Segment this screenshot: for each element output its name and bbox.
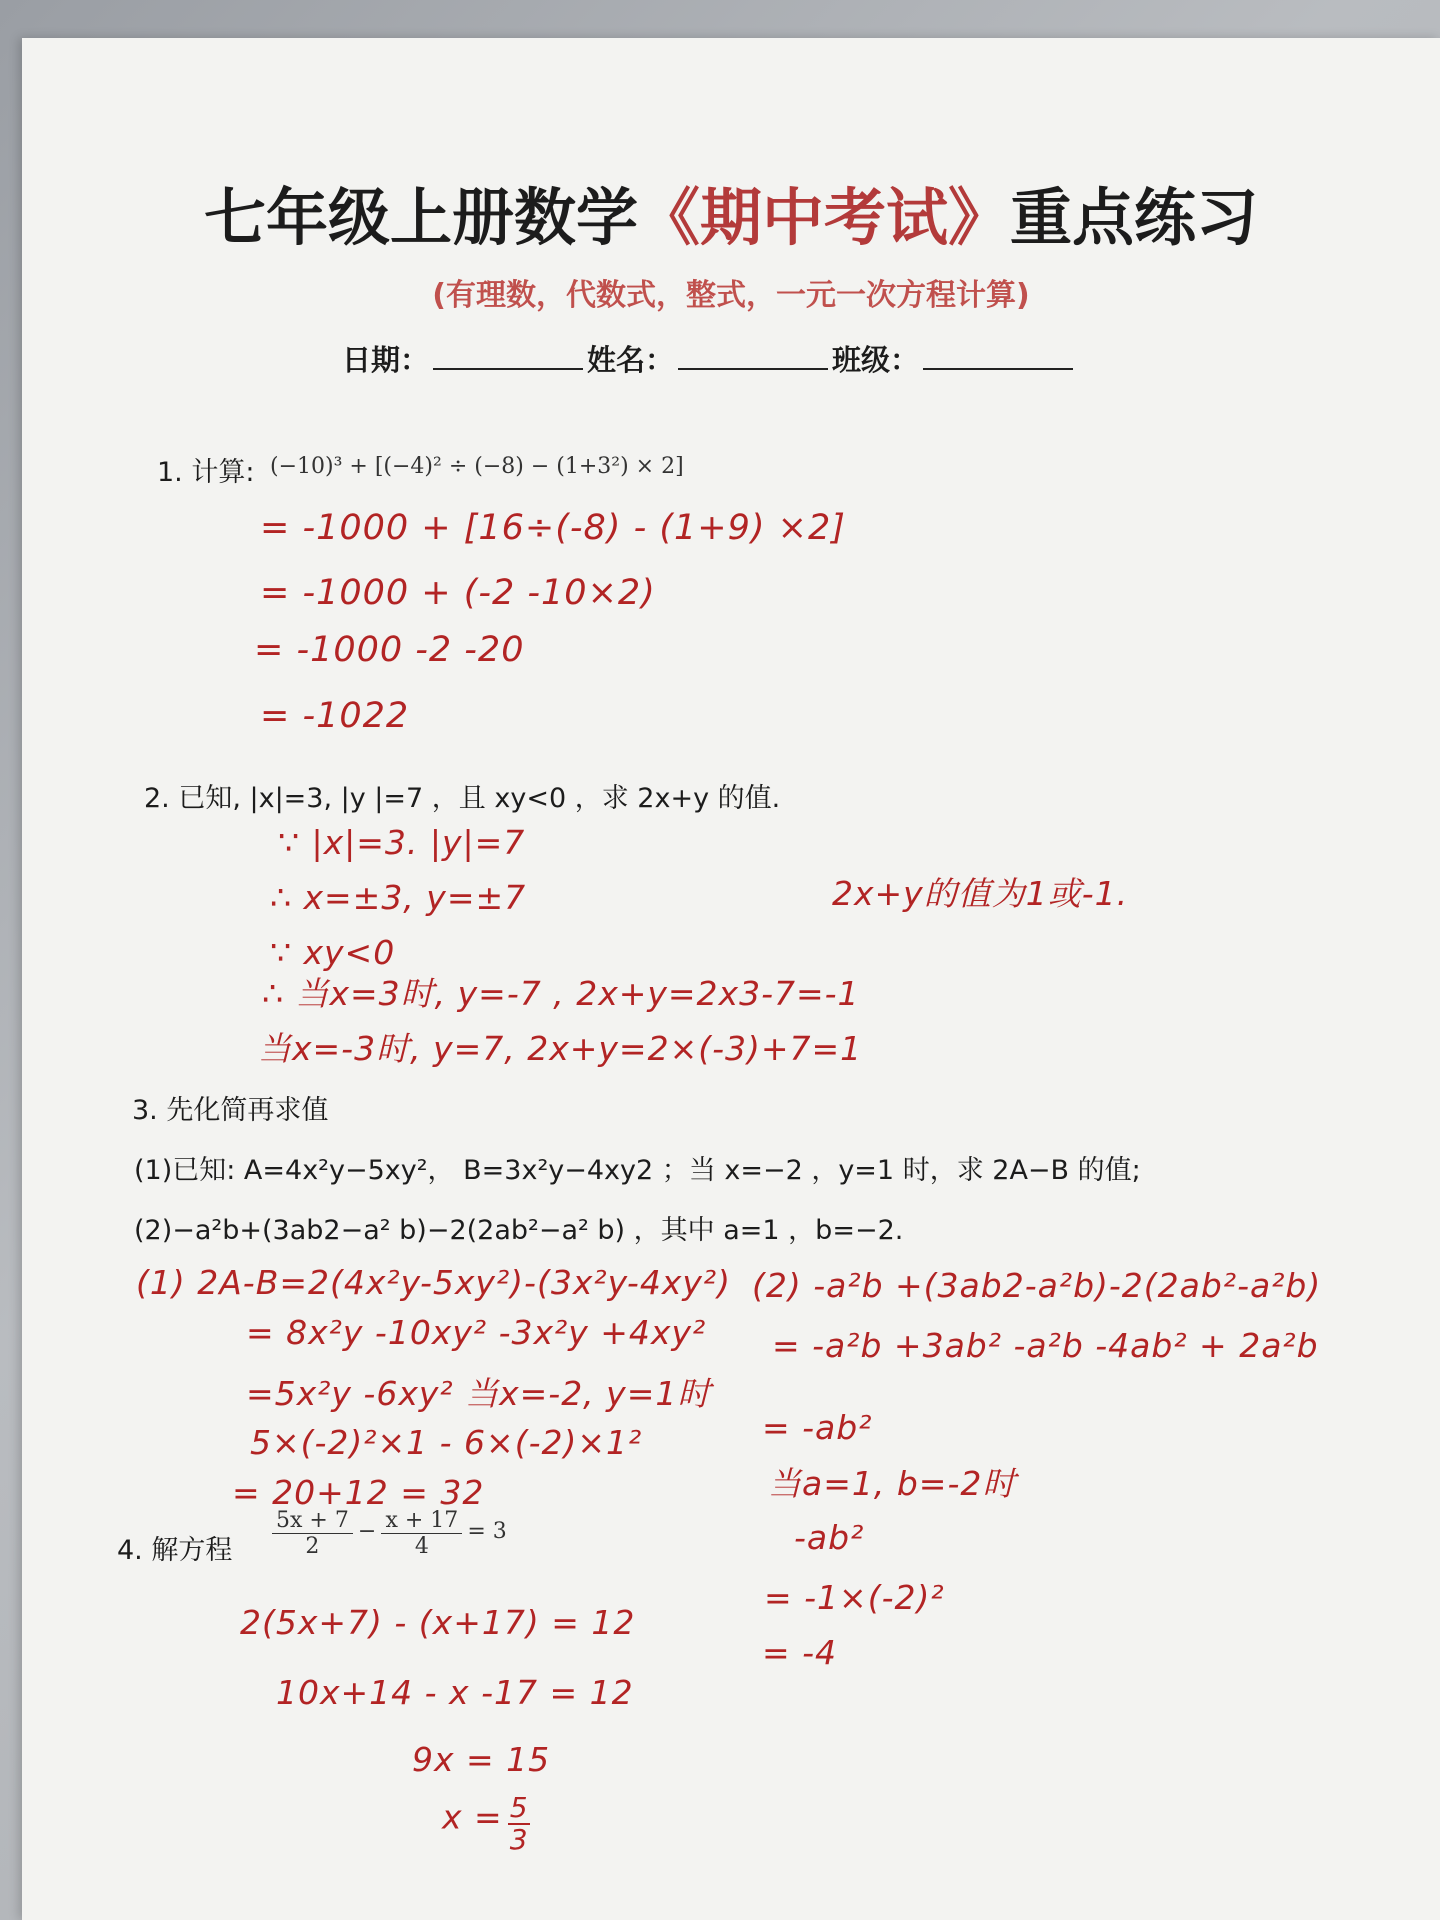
q3-left-step-4: 5×(-2)²×1 - 6×(-2)×1²	[250, 1423, 643, 1462]
q4-fraction-1-den: 2	[305, 1534, 320, 1559]
q3-label: 3. 先化简再求值	[132, 1095, 329, 1126]
title-suffix: 重点练习	[1010, 181, 1259, 254]
q2-step-2: ∴ x=±3, y=±7	[270, 878, 527, 917]
q3-right-step-6: = -1×(-2)²	[764, 1578, 945, 1617]
q4-fraction-2-num: x + 17	[381, 1508, 462, 1534]
q2-step-5: 当x=-3时, y=7, 2x+y=2×(-3)+7=1	[258, 1029, 863, 1068]
q3-right-step-3: = -ab²	[762, 1408, 873, 1447]
q2-step-4: ∴ 当x=3时, y=-7 , 2x+y=2x3-7=-1	[262, 974, 860, 1013]
q4-rhs: = 3	[467, 1519, 507, 1544]
q3-left-step-5: = 20+12 = 32	[232, 1473, 485, 1512]
q4-step-1: 2(5x+7) - (x+17) = 12	[240, 1603, 636, 1642]
q3-right-step-1: (2) -a²b +(3ab2-a²b)-2(2ab²-a²b)	[752, 1266, 1322, 1305]
q4-label: 4. 解方程	[117, 1535, 233, 1566]
q3-left-step-3: =5x²y -6xy² 当x=-2, y=1时	[246, 1374, 712, 1413]
q1-step-1: = -1000 + [16÷(-8) - (1+9) ×2]	[260, 508, 846, 548]
name-blank	[678, 344, 828, 370]
q4-fraction-2	[381, 1508, 462, 1559]
title-prefix: 七年级上册数学	[203, 181, 638, 254]
q3-right-step-2: = -a²b +3ab² -a²b -4ab² + 2a²b	[772, 1326, 1319, 1365]
q4-fraction-1-num: 5x + 7	[272, 1508, 353, 1534]
q4-step-3: 9x = 15	[412, 1740, 551, 1779]
info-line	[342, 338, 1077, 379]
q4-fraction-2-den: 4	[414, 1534, 429, 1559]
q4-equation	[272, 1508, 507, 1559]
q2-label: 2. 已知, |x|=3, |y |=7 ，且 xy<0 ，求 2x+y 的值.	[144, 783, 781, 814]
q3-right-step-5: -ab²	[794, 1518, 865, 1557]
q1-formula: (−10)³ + [(−4)² ÷ (−8) − (1+3²) × 2]	[270, 454, 684, 479]
q3-left-step-1: (1) 2A-B=2(4x²y-5xy²)-(3x²y-4xy²)	[136, 1263, 731, 1302]
q4-fraction-1	[272, 1508, 353, 1559]
q3-part1: (1)已知: A=4x²y−5xy²， B=3x²y−4xy2 ；当 x=−2 ，y=1 时，求 2A−B 的值;	[134, 1155, 1141, 1186]
q4-final-prefix: x =	[442, 1797, 503, 1837]
q4-final-num: 5	[509, 1791, 528, 1824]
q3-left-step-2: = 8x²y -10xy² -3x²y +4xy²	[246, 1313, 707, 1352]
q4-final-fraction	[508, 1793, 530, 1855]
page-title	[22, 168, 1440, 257]
q4-final	[442, 1793, 530, 1855]
q1-step-2: = -1000 + (-2 -10×2)	[260, 573, 656, 613]
q2-step-1: ∵ |x|=3. |y|=7	[278, 823, 526, 862]
name-label: 姓名：	[587, 343, 675, 377]
class-label: 班级：	[832, 343, 920, 377]
page-subtitle: (有理数，代数式，整式，一元一次方程计算)	[432, 278, 1030, 313]
q3-right-step-4: 当a=1, b=-2时	[768, 1464, 1017, 1503]
q1-label: 1. 计算:	[157, 457, 255, 488]
q3-part2: (2)−a²b+(3ab2−a² b)−2(2ab²−a² b) ，其中 a=1 ，b=−2.	[134, 1215, 904, 1246]
title-highlight: 《期中考试》	[637, 181, 1010, 254]
date-blank	[433, 344, 583, 370]
q2-step-3: ∵ xy<0	[270, 933, 396, 972]
class-blank	[923, 344, 1073, 370]
q1-step-4: = -1022	[260, 696, 410, 736]
date-label: 日期：	[342, 343, 430, 377]
q4-step-2: 10x+14 - x -17 = 12	[276, 1673, 634, 1712]
q4-final-den: 3	[509, 1823, 528, 1856]
q2-answer: 2x+y的值为1或-1.	[832, 874, 1129, 913]
worksheet-paper	[22, 38, 1440, 1920]
q3-right-step-7: = -4	[762, 1633, 838, 1672]
q4-minus: −	[357, 1519, 377, 1544]
q1-step-3: = -1000 -2 -20	[254, 630, 525, 670]
